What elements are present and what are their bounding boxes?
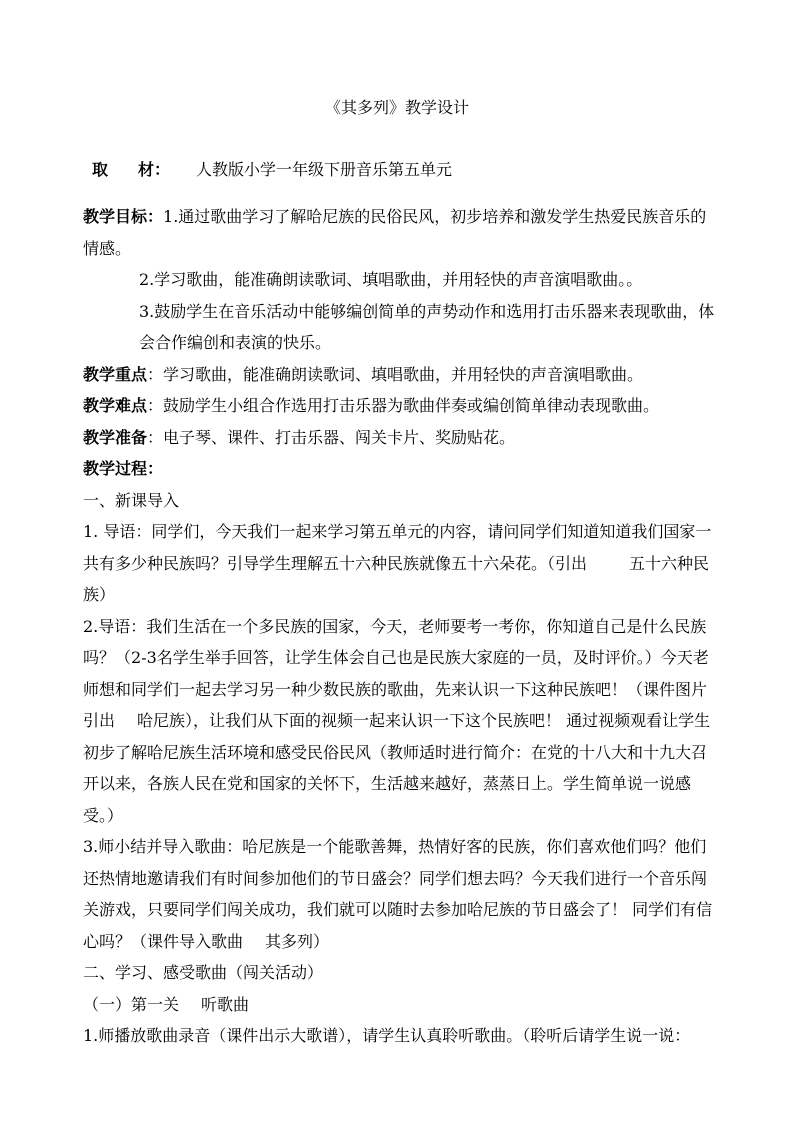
section1-paragraph-1: [83, 516, 717, 611]
page-title: 《其多列》教学设计: [324, 98, 469, 117]
document-body: [83, 201, 717, 1052]
difficult-point-label: 教学难点: [83, 396, 148, 415]
objectives-item-2: 2.学习歌曲，能准确朗读歌词、填唱歌曲，并用轻快的声音演唱歌曲。。: [139, 270, 643, 289]
section1-p2-b: 哈尼族），让我们从下面的视频一起来认识一下这个民族吧！ 通过视频观看让学生初步了解哈尼族生活环境和感受民俗民风（教师适时进行简介：在党的十八大和十九大召开以来，各族人民在党和国家的关怀下，生活越来越好，蒸蒸日上。学生简单说一说感受。）: [83, 711, 711, 825]
section1-heading: 一、新课导入: [83, 490, 180, 510]
key-point-label: 教学重点: [83, 364, 148, 384]
source-label-b: 材：: [138, 160, 171, 179]
preparation-text: ：电子琴、课件、打击乐器、闯关卡片、奖励贴花。: [147, 427, 516, 447]
objectives-label: 教学目标：: [83, 207, 164, 226]
section1-paragraph-2: [83, 611, 717, 832]
section2-sub-a: （一）第一关: [83, 994, 180, 1014]
section1-p3-a: 3.师小结并导入歌曲：哈尼族是一个能歌善舞，热情好客的民族，你们喜欢他们吗？他们还热情地邀请我们有时间参加他们的节日盛会？同学们想去吗？今天我们进行一个音乐闯关游戏，只要同学们闯关成功，我们就可以随时去参加哈尼族的节日盛会了！ 同学们有信心吗？（课件导入歌曲: [83, 837, 713, 951]
difficult-point: [83, 390, 717, 422]
section2-paragraph-1: 1.师播放歌曲录音（课件出示大歌谱），请学生认真聆听歌曲。（聆听后请学生说一说：: [83, 1026, 691, 1045]
objectives-item-3: 3.鼓励学生在音乐活动中能够编创简单的声势动作和选用打击乐器来表现歌曲，体会合作编创和表演的快乐。: [139, 301, 715, 352]
section1-p2-a: 2.导语：我们生活在一个多民族的国家，今天，老师要考一考你，你知道自己是什么民族吗？（2-3名学生举手回答，让学生体会自己也是民族大家庭的一员，及时评价。）今天老师想和同学们一起去学习另一种少数民族的歌曲，先来认识一下这种民族吧！（课件图片引出: [83, 616, 709, 730]
section2-sub-b: 听歌曲: [201, 994, 250, 1014]
difficult-point-text: ：鼓励学生小组合作选用打击乐器为歌曲伴奏或编创简单律动表现歌曲。: [147, 396, 660, 415]
key-point-text: ：学习歌曲，能准确朗读歌词、填唱歌曲，并用轻快的声音演唱歌曲。: [147, 364, 644, 384]
process-label: 教学过程：: [83, 459, 164, 478]
section1-p1-a: 1. 导语：同学们，今天我们一起来学习第五单元的内容，请问同学们知道知道我们国家一共有多少种民族吗？引导学生理解五十六种民族就像五十六朵花。（引出: [83, 522, 712, 573]
key-point: [83, 359, 717, 391]
objectives-item-1-text: 1.通过歌曲学习了解哈尼族的民俗民风，初步培养和激发学生热爱民族音乐的情感。: [83, 207, 707, 258]
section2-subheading: [83, 989, 717, 1021]
preparation-label: 教学准备: [83, 427, 148, 447]
source-value: 人教版小学一年级下册音乐第五单元: [196, 160, 453, 179]
section1-p1-b: 五十六种民族）: [83, 553, 710, 604]
preparation: [83, 422, 717, 454]
source-row: [92, 160, 452, 180]
source-label-a: 取: [92, 160, 109, 179]
section2-heading: 二、学习、感受歌曲（闯关活动）: [83, 963, 324, 982]
section1-p3-b: 其多列）: [265, 931, 330, 951]
section1-paragraph-3: [83, 831, 717, 957]
objectives-item-1: [83, 201, 717, 264]
